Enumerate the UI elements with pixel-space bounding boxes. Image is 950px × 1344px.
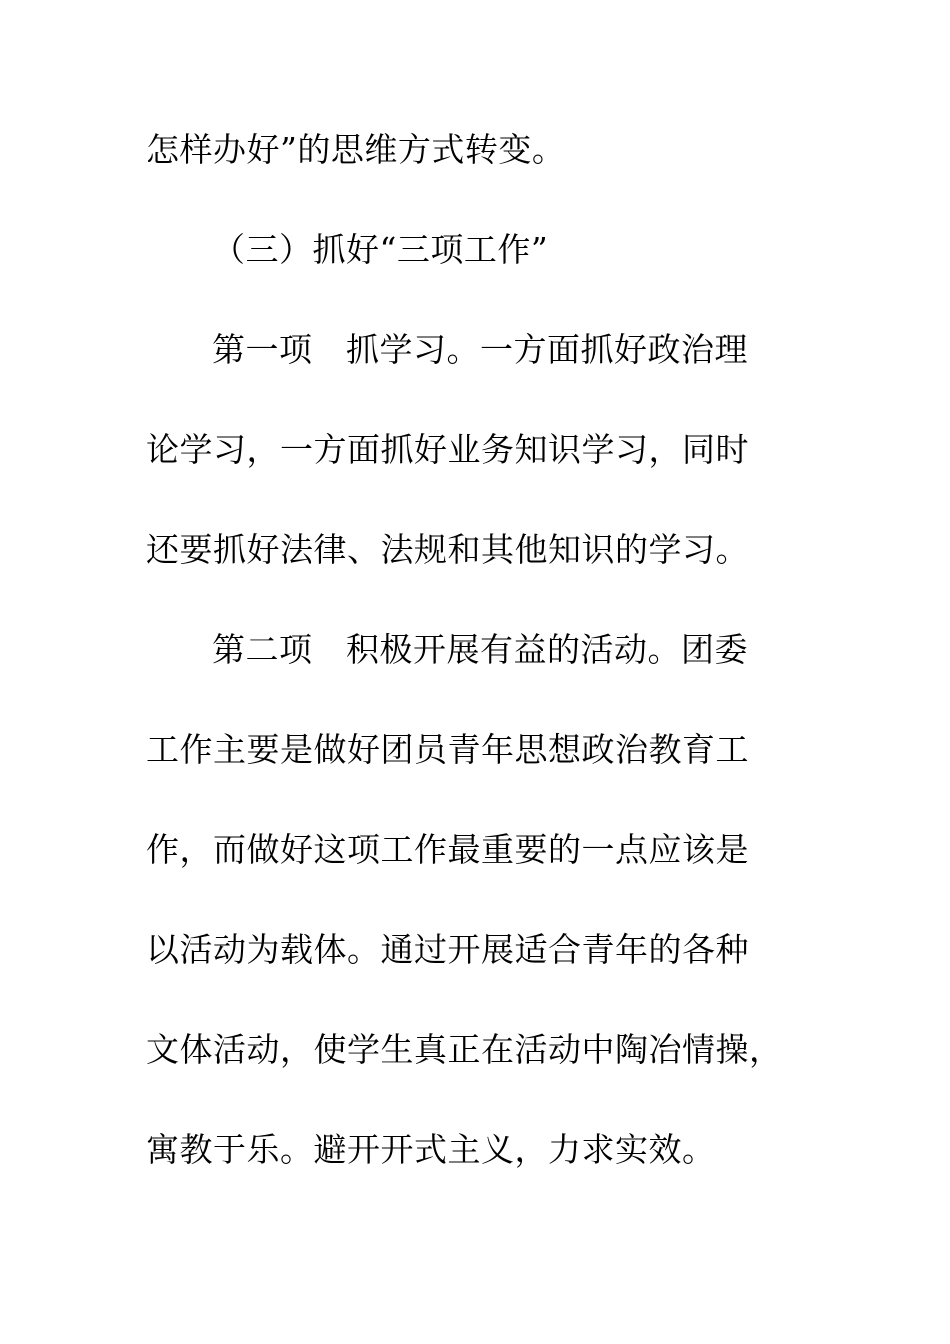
paragraph-line: 文体活动，使学生真正在活动中陶冶情操， — [146, 1030, 783, 1069]
section-heading: （三）抓好“三项工作” — [212, 230, 549, 269]
paragraph-line: 怎样办好”的思维方式转变。 — [146, 130, 566, 169]
paragraph-line: 第一项 抓学习。一方面抓好政治理 — [212, 330, 748, 369]
paragraph-line: 工作主要是做好团员青年思想政治教育工 — [146, 730, 749, 769]
paragraph-line: 寓教于乐。避开开式主义，力求实效。 — [146, 1130, 716, 1169]
paragraph-line: 还要抓好法律、法规和其他知识的学习。 — [146, 530, 749, 569]
paragraph-line: 作，而做好这项工作最重要的一点应该是 — [146, 830, 749, 869]
paragraph-line: 论学习，一方面抓好业务知识学习，同时 — [146, 430, 749, 469]
paragraph-line: 第二项 积极开展有益的活动。团委 — [212, 630, 748, 669]
paragraph-line: 以活动为载体。通过开展适合青年的各种 — [146, 930, 749, 969]
